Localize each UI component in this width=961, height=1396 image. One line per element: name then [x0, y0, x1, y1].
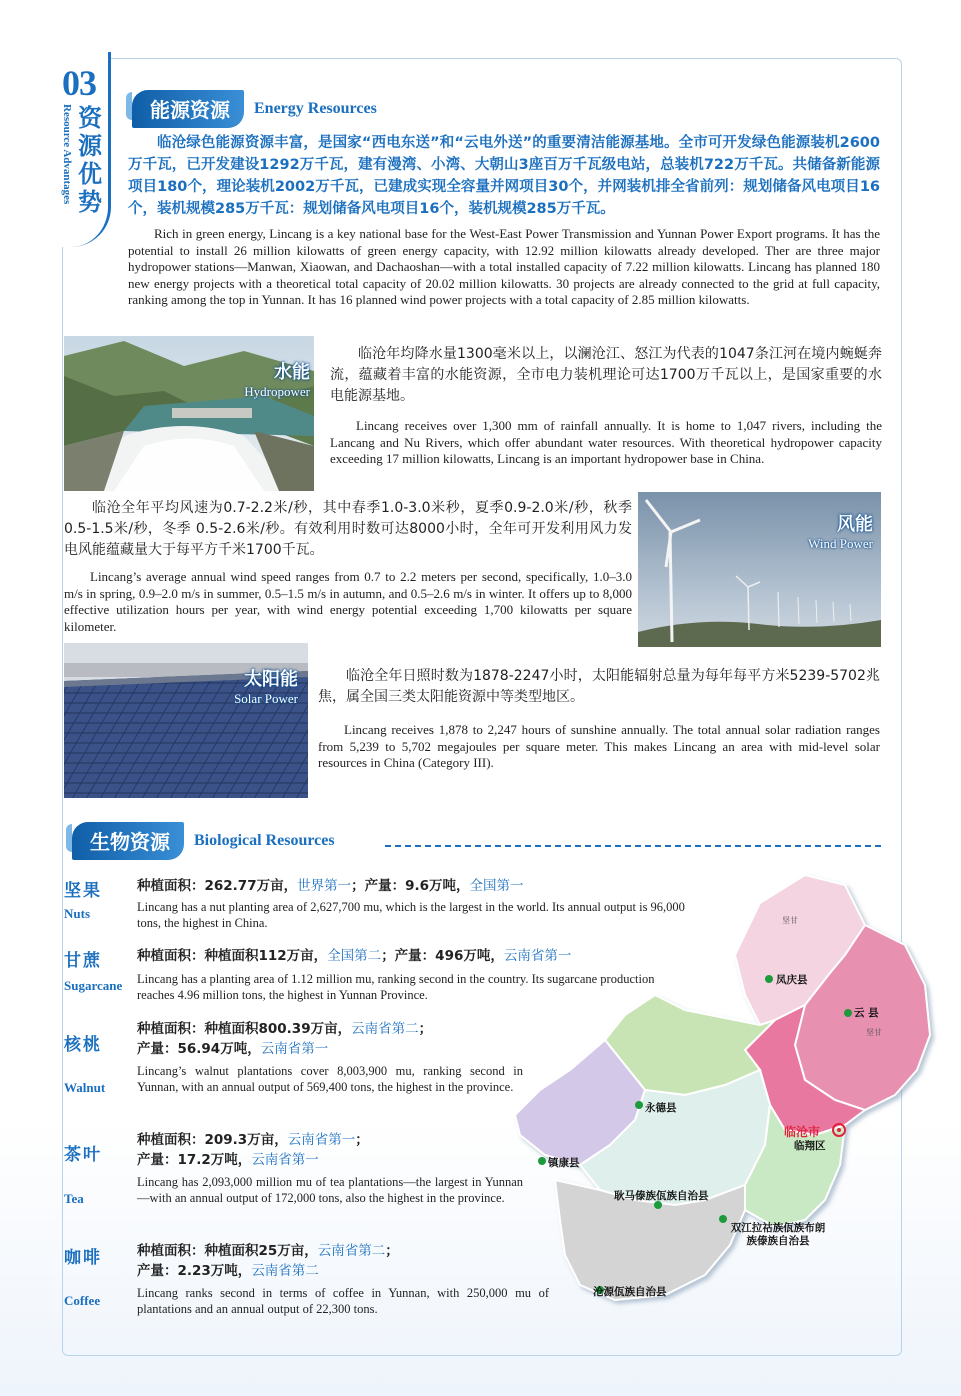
section-number: 03 [62, 63, 96, 103]
map-label-yongde: 永德县 [645, 1102, 677, 1114]
side-title-en-wrap [60, 104, 74, 238]
walnut-stats-1: 种植面积：种植面积800.39万亩，云南省第二； [137, 1021, 433, 1037]
coffee-text-en: Lincang ranks second in terms of coffee in Yunnan, with 250,000 mu of plantations and an annual output of 22,300 tons. [137, 1286, 549, 1316]
sugarcane-stats: 种植面积：种植面积112万亩，全国第二；产量：496万吨，云南省第一 [137, 948, 572, 964]
solar-label-en: Solar Power [234, 691, 298, 706]
yongde-dot [635, 1101, 643, 1109]
bio-title-cn: 生物资源 [72, 822, 184, 860]
fengqing-dot [765, 975, 773, 983]
energy-intro-en: Rich in green energy, Lincang is a key national base for the West-East Power Transmission and Yunnan Power Export programs. It has the potential to install 26 million kilowatts of green energy capacity, with 12.92 million kilowatts already developed. Ther are three major hydropower stations—Manwan, Xiaowan, and Dachaoshan—with a total installed capacity of 7.22 million kilowatts. Lincang has planned 180 new energy projects with a theoretical total capacity of 20.02 million kilowatts. 30 projects are already connected to the grid at full capacity, ranking among the top in Yunnan. It has 16 planned wind power projects with a total capacity of 2.85 million kilowatts. [128, 226, 880, 307]
map-label-yun: 云 县 [854, 1007, 879, 1019]
sugarcane-label-cn: 甘蔗 [64, 951, 102, 971]
coffee-stats-1: 种植面积：种植面积25万亩，云南省第二； [137, 1243, 399, 1259]
walnut-label-en: Walnut [64, 1080, 106, 1095]
solar-photo [64, 643, 308, 798]
hydropower-label-en: Hydropower [244, 384, 310, 399]
wind-label-cn: 风能 [837, 514, 873, 535]
nuts-label-cn: 坚果 [64, 881, 102, 901]
zhenkang-dot [538, 1157, 546, 1165]
sugarcane-text-en: Lincang has a planting area of 1.12 million mu, ranking second in the country. Its sugarcane production reaches 4.96 million tons, the highest in Yunnan Province. [137, 972, 655, 1002]
tea-stats-2: 产量：17.2万吨，云南省第一 [137, 1152, 319, 1168]
wind-text-en: Lincang’s average annual wind speed ranges from 0.7 to 2.2 meters per second, specifically, 1.0–3.0 m/s in spring, 0.9–2.0 m/s in summer, 0.5–1.5 m/s in autumn, and 0.5–2.6 m/s in winter. It offers up to 8,000 effective utilization hours per year, with wind energy potential exceeding 1,700 kilowatts per square kilometer. [64, 569, 632, 634]
nuts-stats: 种植面积：262.77万亩，世界第一；产量：9.6万吨，全国第一 [137, 878, 524, 894]
energy-title-en: Energy Resources [254, 100, 377, 117]
map-label-linxiang: 临翔区 [794, 1140, 826, 1152]
map-label-fengqing: 凤庆县 [776, 974, 808, 986]
energy-intro-cn: 临沧绿色能源资源丰富，是国家“西电东送”和“云电外送”的重要清洁能源基地。全市可开发绿色能源装机2600万千瓦，已开发建设1292万千瓦，建有漫湾、小湾、大朝山3座百万千瓦级电站，总装机722万千瓦。共储备新能源项目180个，理论装机2002万千瓦，已建成实现全容量并网项目30个，并网装机排全省前列：规划储备风电项目16个，装机规模285万千瓦：规划储备风电项目16个，装机规模285万千瓦。 [128, 135, 880, 217]
yun-dot [844, 1009, 852, 1017]
solar-text-en: Lincang receives 1,878 to 2,247 hours of sunshine annually. The total annual solar radiation ranges from 5,239 to 5,702 megajoules per square meter. This makes Lincang an area with mid-level solar resources in China (Category III). [318, 722, 880, 770]
coffee-label-en: Coffee [64, 1293, 101, 1308]
hydropower-label-cn: 水能 [274, 362, 310, 383]
wind-photo [638, 492, 881, 647]
solar-label-cn: 太阳能 [244, 669, 298, 690]
walnut-label-cn: 核桃 [64, 1035, 102, 1055]
solar-text-cn: 临沧全年日照时数为1878-2247小时，太阳能辐射总量为每年每平方米5239-5702兆焦，属全国三类太阳能资源中等类型地区。 [318, 668, 880, 705]
bio-header-rule [385, 845, 881, 847]
coffee-stats-2: 产量：2.23万吨，云南省第二 [137, 1263, 319, 1279]
coffee-label-cn: 咖啡 [64, 1248, 102, 1268]
nuts-text-en: Lincang has a nut planting area of 2,627,700 mu, which is the largest in the world. Its annual output is 96,000 tons, the highest in China. [137, 900, 685, 930]
hydropower-photo [64, 336, 314, 491]
shuangjiang-dot [719, 1215, 727, 1223]
wind-label [808, 510, 873, 552]
solar-label [234, 665, 298, 707]
wind-text-cn: 临沧全年平均风速为0.7-2.2米/秒，其中春季1.0-3.0米秒，夏季0.9-2.0米/秒，秋季0.5-1.5米/秒，冬季 0.5-2.6米/秒。有效利用时数可达8000小时，全年可开发利用风力发电风能蕴藏量大于每平方千米1700千瓦。 [64, 500, 632, 558]
bio-header [72, 822, 335, 860]
wind-label-en: Wind Power [808, 536, 873, 551]
side-title-en: Resource Advantages [61, 104, 73, 205]
map-label-gengma: 耿马傣族佤族自治县 [614, 1190, 709, 1202]
nuts-label-en: Nuts [64, 906, 91, 921]
walnut-text-en: Lincang’s walnut plantations cover 8,003,900 mu, ranking second in Yunnan, with an annual output of 569,400 tons, the highest in the province. [137, 1064, 523, 1094]
tea-text-en: Lincang has 2,093,000 million mu of tea plantations—the largest in Yunnan—with an annual output of 172,000 tons, also the highest in the province. [137, 1175, 523, 1205]
sugarcane-label-en: Sugarcane [64, 978, 123, 993]
hydropower-text-cn: 临沧年均降水量1300毫米以上，以澜沧江、怒江为代表的1047条江河在境内蜿蜒奔流，蕴藏着丰富的水能资源，全市电力装机理论可达1700万千瓦以上，是国家重要的水电能源基地。 [330, 346, 882, 404]
bio-title-en: Biological Resources [194, 832, 335, 849]
hydropower-text-en: Lincang receives over 1,300 mm of rainfall annually. It is home to 1,047 rivers, including the Lancang and Nu Rivers, which offer abundant water resources. With theoretical hydropower capacity exceeding 17 million kilowatts, Lincang is an important hydropower base in China. [330, 418, 882, 466]
tea-stats-1: 种植面积：209.3万亩，云南省第一； [137, 1132, 369, 1148]
walnut-stats-2: 产量：56.94万吨，云南省第一 [137, 1041, 329, 1057]
hydropower-label [244, 358, 310, 400]
tea-label-cn: 茶叶 [64, 1145, 102, 1165]
map-label-zhenkang: 镇康县 [548, 1157, 580, 1169]
tea-label-en: Tea [64, 1191, 84, 1206]
crop-list-yun: 坚甘 [866, 1028, 882, 1037]
crop-list-fengqing: 坚 甘 [782, 916, 798, 925]
energy-header [132, 90, 377, 128]
map-label-cangyuan: 沧源佤族自治县 [593, 1286, 667, 1298]
side-title-cn: 资源优势 [78, 104, 102, 216]
map-label-shuangjiang: 双江拉祜族佤族布朗族傣族自治县 [730, 1222, 826, 1247]
map-label-lincang-city: 临沧市 [784, 1125, 821, 1139]
lincang-city-dot [837, 1128, 841, 1132]
energy-title-cn: 能源资源 [132, 90, 244, 128]
